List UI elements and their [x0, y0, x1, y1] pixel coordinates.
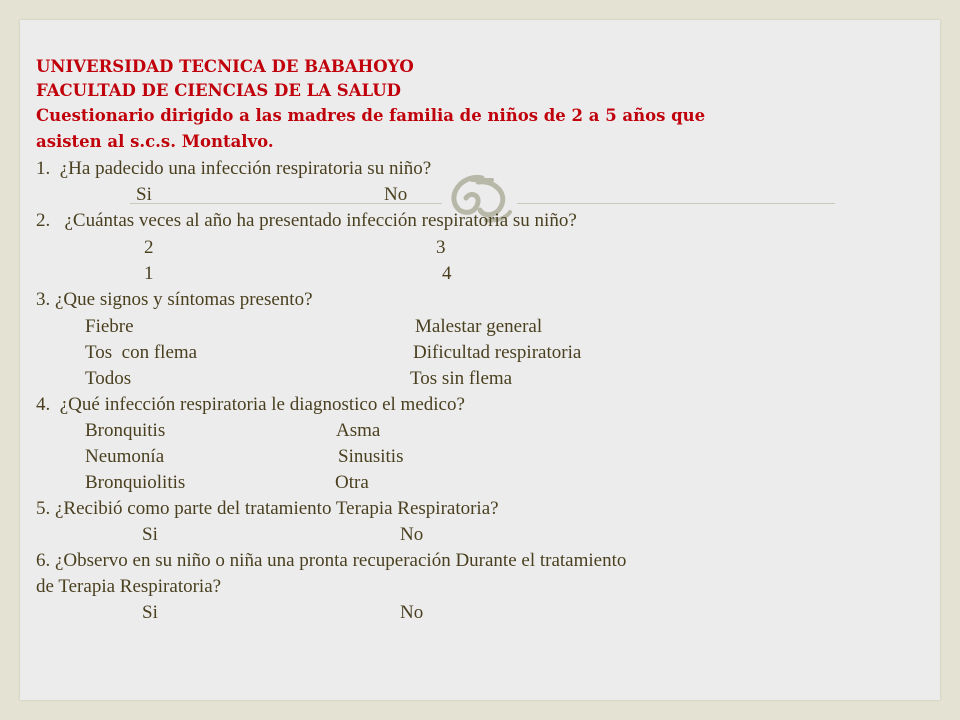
q6-option-no: No: [400, 602, 424, 623]
question-1: 1. ¿Ha padecido una infección respiratoria su niño?: [36, 158, 432, 179]
q3-option-dificultad: Dificultad respiratoria: [413, 342, 582, 363]
question-6-line-1: 6. ¿Observo en su niño o niña una pronta recuperación Durante el tratamiento: [36, 550, 627, 571]
q4-option-asma: Asma: [336, 420, 381, 441]
q5-option-no: No: [400, 524, 424, 545]
q2-option-4: 4: [442, 263, 452, 284]
university-name: UNIVERSIDAD TECNICA DE BABAHOYO: [36, 57, 414, 76]
q4-option-sinusitis: Sinusitis: [338, 446, 404, 467]
q2-option-1: 1: [144, 263, 154, 284]
q3-option-tos-sin-flema: Tos sin flema: [410, 368, 513, 389]
q3-option-tos-flema: Tos con flema: [85, 342, 198, 363]
question-5: 5. ¿Recibió como parte del tratamiento Terapia Respiratoria?: [36, 498, 499, 519]
question-6-line-2: de Terapia Respiratoria?: [36, 576, 222, 597]
question-3: 3. ¿Que signos y síntomas presento?: [36, 289, 313, 310]
q1-option-no: No: [384, 184, 408, 205]
q1-option-si: Si: [136, 184, 152, 205]
faculty-name: FACULTAD DE CIENCIAS DE LA SALUD: [36, 81, 401, 100]
question-2: 2. ¿Cuántas veces al año ha presentado infección respiratoria su niño?: [36, 210, 577, 231]
q4-option-bronquiolitis: Bronquiolitis: [85, 472, 186, 493]
q5-option-si: Si: [142, 524, 158, 545]
q6-option-si: Si: [142, 602, 158, 623]
q3-option-fiebre: Fiebre: [85, 316, 134, 337]
intro-line-1: Cuestionario dirigido a las madres de familia de niños de 2 a 5 años que: [36, 106, 706, 125]
q4-option-bronquitis: Bronquitis: [85, 420, 166, 441]
q3-option-todos: Todos: [85, 368, 132, 389]
q4-option-neumonia: Neumonía: [85, 446, 165, 467]
intro-line-2: asisten al s.c.s. Montalvo.: [36, 132, 274, 151]
q4-option-otra: Otra: [335, 472, 369, 493]
q2-option-3: 3: [436, 237, 446, 258]
q3-option-malestar: Malestar general: [415, 316, 543, 337]
question-4: 4. ¿Qué infección respiratoria le diagnostico el medico?: [36, 394, 465, 415]
q2-option-2: 2: [144, 237, 154, 258]
